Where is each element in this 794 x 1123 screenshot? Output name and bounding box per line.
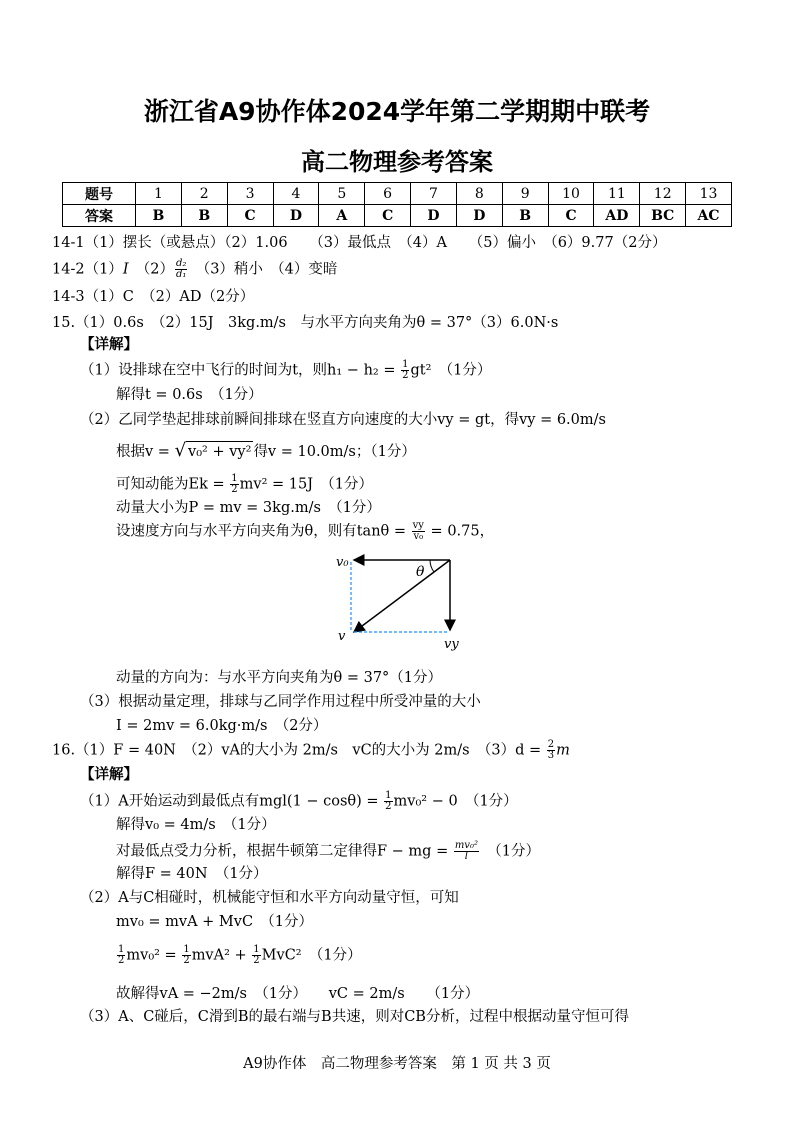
fraction: $\frac{1}{2}$ — [231, 473, 238, 495]
answer-cell: D — [411, 205, 457, 227]
table-row — [63, 183, 732, 205]
q15-2-direction: 动量的方向为：与水平方向夹角为θ = 37°（1分） — [116, 670, 443, 686]
answer-cell: B — [181, 205, 227, 227]
v-label: v — [338, 629, 346, 644]
q16-1-force: 对最低点受力分析，根据牛顿第二定律得F − mg = $\frac{\text{mv₀²}}{l}$ （1分） — [116, 840, 540, 862]
q16-1-result: 解得F = 40N （1分） — [116, 866, 268, 882]
question-number: 9 — [502, 183, 548, 205]
fraction: $\frac{\text{mv₀²}}{l}$ — [454, 840, 478, 862]
theta-label: θ — [416, 564, 425, 580]
q14-3-line: 14-3（1）C （2）AD（2分） — [52, 289, 255, 305]
q15-2-energy: 可知动能为Ek = $\frac{1}{2}$ mv² = 15J （1分） — [116, 473, 373, 495]
question-number: 5 — [319, 183, 365, 205]
table-header-cell: 答案 — [63, 205, 136, 227]
q15-3-result: I = 2mv = 6.0kg·m/s （2分） — [116, 718, 328, 734]
answer-cell: C — [227, 205, 273, 227]
vy-label: vy — [444, 637, 459, 652]
answer-cell: BC — [640, 205, 686, 227]
fraction: $\frac{1}{2}$ — [118, 944, 125, 966]
answer-cell: B — [502, 205, 548, 227]
fraction: $\frac{vy}{\text{v₀}}$ — [412, 520, 424, 542]
theta-arc — [430, 560, 434, 572]
question-number: 12 — [640, 183, 686, 205]
q15-2-angle: 设速度方向与水平方向夹角为θ，则有tanθ = $\frac{vy}{\text{v₀}}$ = 0.75， — [116, 520, 495, 542]
answer-cell: C — [548, 205, 594, 227]
answer-cell: A — [319, 205, 365, 227]
fraction: $\frac{1}{2}$ — [402, 359, 409, 381]
question-number: 6 — [365, 183, 411, 205]
q15-2-speed: 根据v = √ v₀² + vy² 得v = 10.0m/s；（1分） — [116, 440, 416, 461]
q16-1-line: （1）A开始运动到最低点有mgl(1 − cosθ) = $\frac{1}{2}$ mv₀² − 0 （1分） — [80, 790, 518, 812]
q15-answer-line: 15.（1）0.6s （2）15J 3kg.m/s 与水平方向夹角为θ = 37°（3）6.0N·s — [52, 315, 559, 331]
q16-1-v0: 解得v₀ = 4m/s （1分） — [116, 817, 276, 833]
q15-2-momentum: 动量大小为P = mv = 3kg.m/s （1分） — [116, 500, 381, 516]
q16-3-line: （3）A、C碰后，C滑到B的最右端与B共速，则对CB分析，过程中根据动量守恒可得 — [80, 1009, 629, 1025]
table-row — [63, 205, 732, 227]
answer-cell: B — [136, 205, 182, 227]
q14-1-line: 14-1（1）摆长（或悬点）（2）1.06 （3）最低点 （4）A （5）偏小 （6）9.77（2分） — [52, 235, 667, 251]
fraction: $\frac{2}{3}$ — [547, 739, 555, 761]
q15-1-result: 解得t = 0.6s （1分） — [116, 387, 263, 403]
page-footer: A9协作体 高二物理参考答案 第 1 页 共 3 页 — [243, 1056, 551, 1072]
question-number: 13 — [686, 183, 732, 205]
fraction: $\frac{1}{2}$ — [385, 790, 392, 812]
fraction: $\frac{1}{2}$ — [183, 944, 190, 966]
fraction: $\frac{\text{d₂}}{\text{d₁}}$ — [176, 258, 187, 280]
question-number: 10 — [548, 183, 594, 205]
answer-cell: D — [456, 205, 502, 227]
question-number: 2 — [181, 183, 227, 205]
table-header-cell: 题号 — [63, 183, 136, 205]
answer-cell: C — [365, 205, 411, 227]
page-subtitle: 高二物理参考答案 — [301, 148, 493, 176]
q15-1-line: （1）设排球在空中飞行的时间为t，则h₁ − h₂ = $\frac{1}{2}$ gt² （1分） — [80, 359, 492, 381]
q15-3-line: （3）根据动量定理，排球与乙同学作用过程中所受冲量的大小 — [80, 694, 481, 710]
question-number: 3 — [227, 183, 273, 205]
page-title: 浙江省A9协作体2024学年第二学期期中联考 — [143, 97, 651, 126]
q14-2-line: 14-2（1）I （2） $\frac{\text{d₂}}{\text{d₁}}$ （3）稍小 （4）变暗 — [52, 258, 338, 280]
fraction: $\frac{1}{2}$ — [253, 944, 260, 966]
v0-label: v₀ — [336, 555, 349, 570]
answer-cell: AD — [594, 205, 640, 227]
q16-2-line: （2）A与C相碰时，机械能守恒和水平方向动量守恒，可知 — [80, 890, 459, 906]
q16-2-momentum: mv₀ = mvA + MvC （1分） — [116, 914, 314, 930]
q16-2-energy: $\frac{1}{2}$ mv₀² = $\frac{1}{2}$ mvA² + $\frac{1}{2}$ MvC² （1分） — [118, 944, 362, 966]
question-number: 7 — [411, 183, 457, 205]
question-number: 11 — [594, 183, 640, 205]
answer-table — [62, 182, 732, 227]
q16-answer-line: 16.（1）F = 40N （2）vA的大小为 2m/s vC的大小为 2m/s （3）d = $\frac{2}{3}$ m — [52, 739, 570, 761]
answer-cell: AC — [686, 205, 732, 227]
question-number: 8 — [456, 183, 502, 205]
q15-2-line: （2）乙同学垫起排球前瞬间排球在竖直方向速度的大小vy = gt，得vy = 6.0m/s — [80, 412, 606, 428]
q15-detail-heading: 【详解】 — [80, 336, 138, 353]
velocity-diagram — [330, 548, 470, 658]
v-arrow — [354, 560, 450, 632]
answer-cell: D — [273, 205, 319, 227]
question-number: 4 — [273, 183, 319, 205]
question-number: 1 — [136, 183, 182, 205]
q16-2-result: 故解得vA = −2m/s （1分） vC = 2m/s （1分） — [116, 986, 480, 1002]
q16-detail-heading: 【详解】 — [80, 766, 138, 783]
